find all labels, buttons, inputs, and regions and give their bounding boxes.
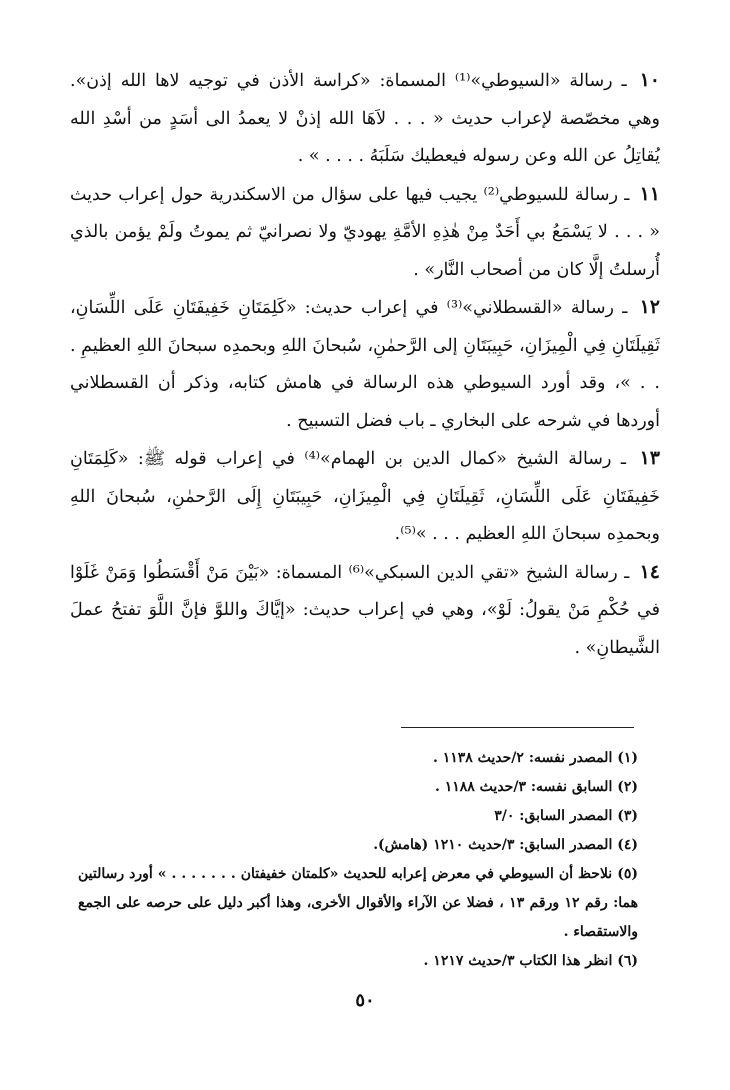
item-number: ١٢ (639, 296, 660, 318)
page-number: ٥٠ (355, 990, 375, 1011)
footnote-3: (٣) المصدر السابق: ٣/٠ (494, 808, 638, 824)
item-text: ـ رسالة للسيوطي⁽²⁾ يجيب فيها على سؤال من الاسكندرية حول إعراب حديث « . . . لا يَسْمَعُ بي أَحَدٌ مِنْ هٰذِهِ الأمَّةِ يهوديّ ولا نصرانيّ ثم يموتُ ولَمْ يؤمن بالذي أُرسلتُ إلَّا كان من أصحاب النَّار» . (70, 184, 660, 280)
list-item-14 (70, 554, 660, 668)
item-text: ـ رسالة الشيخ «كمال الدين بن الهمام»⁽⁴⁾ في إعراب قوله ﷺ: «كَلِمَتَانِ خَفِيفَتَانِ عَلَى اللِّسَانِ، ثَقِيلَتَانِ فِي الْمِيزَانِ، حَبِيبَتَانِ إِلَى الرَّحمٰنِ، سُبحانَ اللهِ وبحمدِه سبحانَ اللهِ العظيم . . . »⁽⁵⁾. (70, 449, 660, 544)
list-item-12 (70, 289, 660, 440)
item-number: ١٣ (639, 447, 660, 469)
footnote-2: (٢) السابق نفسه: ٣/حديث ١١٨٨ . (434, 779, 638, 795)
item-number: ١٤ (639, 560, 660, 583)
list-item-10 (70, 62, 660, 176)
item-text: ـ رسالة الشيخ «تقي الدين السبكي»⁽⁶⁾ المسماة: «بَيْنَ مَنْ أَقْسَطُوا وَمَنْ غَلَوْا في حُكْمِ مَنْ يقولُ: لَوْ»، وهي في إعراب حديث: «إيَّاكَ واللوَّ فإنَّ اللَّوَ تفتحُ عملَ الشَّيطانِ» . (70, 562, 660, 658)
item-number: ١١ (639, 182, 660, 205)
item-number: ١٠ (639, 69, 660, 91)
footnote-separator (401, 727, 634, 728)
list-item-13 (70, 440, 660, 554)
footnote-4: (٤) المصدر السابق: ٣/حديث ١٢١٠ (هامش). (373, 837, 638, 853)
list-item-11 (70, 176, 660, 290)
main-text (70, 62, 660, 667)
item-text: ـ رسالة «السيوطي»⁽¹⁾ المسماة: «كراسة الأذن في توجيه لاها الله إذن». وهي مخصّصة لإعراب حديث « . . . لاَهَا الله إذنْ لا يعمدُ الى أسَدٍ من أسْدِ الله يُقاتِلُ عن الله وعن رسوله فيعطيك سَلَبَهُ . . . . » . (70, 71, 660, 166)
footnote-6: (٦) انظر هذا الكتاب ٣/حديث ١٢١٧ . (423, 953, 638, 969)
footnote-5: (٥) نلاحظ أن السيوطي في معرض إعرابه للحديث «كلمتان خفيفتان . . . . . . . » أورد رسالتين هما: رقم ١٢ ورقم ١٣ ، فضلا عن الآراء والأقوال الأخرى، وهذا أكبر دليل على حرصه على الجمع والاستقصاء . (78, 866, 639, 940)
footnotes (78, 744, 638, 976)
footnote-1: (١) المصدر نفسه: ٢/حديث ١١٣٨ . (432, 750, 638, 766)
item-text: ـ رسالة «القسطلاني»⁽³⁾ في إعراب حديث: «كَلِمَتَانِ خَفِيفَتَانِ عَلَى اللِّسَانِ، ثَقِيلَتَانِ فِي الْمِيزَانِ، حَبِيبَتَانِ إلى الرَّحمٰنِ، سُبحانَ اللهِ وبحمدِه سبحانَ اللهِ العظيمِ . . . »، وقد أورد السيوطي هذه الرسالة في هامش كتابه، وذكر أن القسطلاني أوردها في شرحه على البخاري ـ باب فضل التسبيح . (70, 298, 660, 431)
